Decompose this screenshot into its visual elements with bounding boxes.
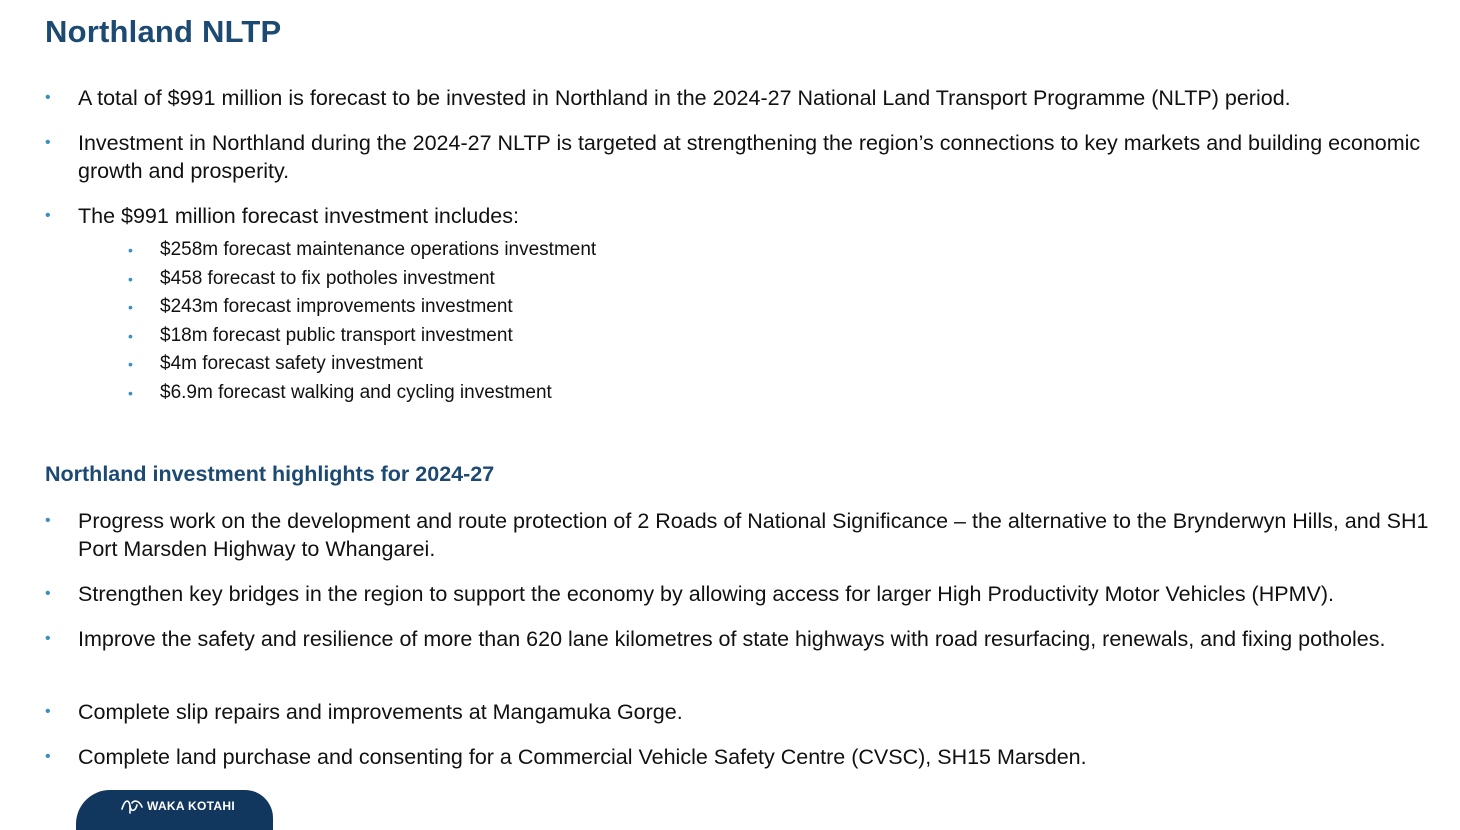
bullet-icon: •: [128, 242, 133, 258]
bullet-icon: •: [45, 748, 51, 765]
highlights-heading: Northland investment highlights for 2024-27: [45, 462, 495, 486]
page-title: Northland NLTP: [45, 14, 282, 49]
highlight-text: Strengthen key bridges in the region to support the economy by allowing access for larger High Productivity Motor Vehicles (HPMV).: [78, 582, 1334, 606]
list-item: [0, 379, 800, 408]
waka-kotahi-logo-icon: [120, 797, 144, 815]
bullet-icon: •: [45, 512, 51, 529]
bullet-icon: •: [45, 89, 51, 106]
breakdown-text: $18m forecast public transport investment: [160, 324, 513, 346]
highlight-text: Progress work on the development and route protection of 2 Roads of National Significance – the alternative to the Brynderwyn Hills, and SH1 Port Marsden Highway to Whangarei.: [78, 509, 1429, 561]
list-item: [0, 580, 1430, 608]
waka-kotahi-logo: [76, 790, 273, 830]
bullet-text: A total of $991 million is forecast to be invested in Northland in the 2024-27 National Land Transport Programme (NLTP) period.: [78, 86, 1291, 110]
bullet-text: The $991 million forecast investment includes:: [78, 204, 519, 228]
highlight-text: Complete slip repairs and improvements at Mangamuka Gorge.: [78, 700, 683, 724]
list-item: [0, 84, 1430, 112]
bullet-icon: •: [45, 134, 51, 151]
list-item: [0, 265, 800, 294]
breakdown-text: $243m forecast improvements investment: [160, 296, 513, 318]
breakdown-text: $258m forecast maintenance operations investment: [160, 239, 597, 260]
highlights-bullet-list: [0, 507, 1430, 788]
bullet-icon: •: [45, 630, 51, 647]
investment-breakdown-list: [0, 236, 800, 408]
highlight-text: Complete land purchase and consenting for a Commercial Vehicle Safety Centre (CVSC), SH15 Marsden.: [78, 745, 1087, 769]
intro-bullet-list: [0, 84, 1430, 230]
breakdown-text: $4m forecast safety investment: [160, 353, 423, 375]
list-item: [0, 202, 1430, 230]
bullet-icon: •: [45, 207, 51, 224]
list-item: [0, 129, 1430, 185]
bullet-icon: •: [128, 384, 133, 401]
breakdown-text: $6.9m forecast walking and cycling investment: [160, 381, 552, 403]
list-item: [0, 236, 800, 265]
bullet-text: Investment in Northland during the 2024-27 NLTP is targeted at strengthening the region’s connections to key markets and building economic growth and prosperity.: [78, 131, 1421, 183]
list-item: [0, 507, 1430, 563]
bullet-icon: •: [45, 703, 51, 720]
list-item: [0, 625, 1430, 681]
list-item: [0, 698, 1430, 726]
logo-text: WAKA KOTAHI: [147, 799, 235, 813]
bullet-icon: •: [128, 270, 133, 287]
list-item: [0, 322, 800, 351]
bullet-icon: •: [128, 299, 133, 316]
list-item: [0, 293, 800, 322]
bullet-icon: •: [128, 327, 133, 344]
breakdown-text: $458 forecast to fix potholes investment: [160, 267, 495, 289]
list-item: [0, 743, 1430, 771]
bullet-icon: •: [128, 356, 133, 373]
list-item: [0, 350, 800, 379]
highlight-text: Improve the safety and resilience of more than 620 lane kilometres of state highways with road resurfacing, renewals, and fixing potholes.: [78, 627, 1386, 651]
bullet-icon: •: [45, 585, 51, 602]
